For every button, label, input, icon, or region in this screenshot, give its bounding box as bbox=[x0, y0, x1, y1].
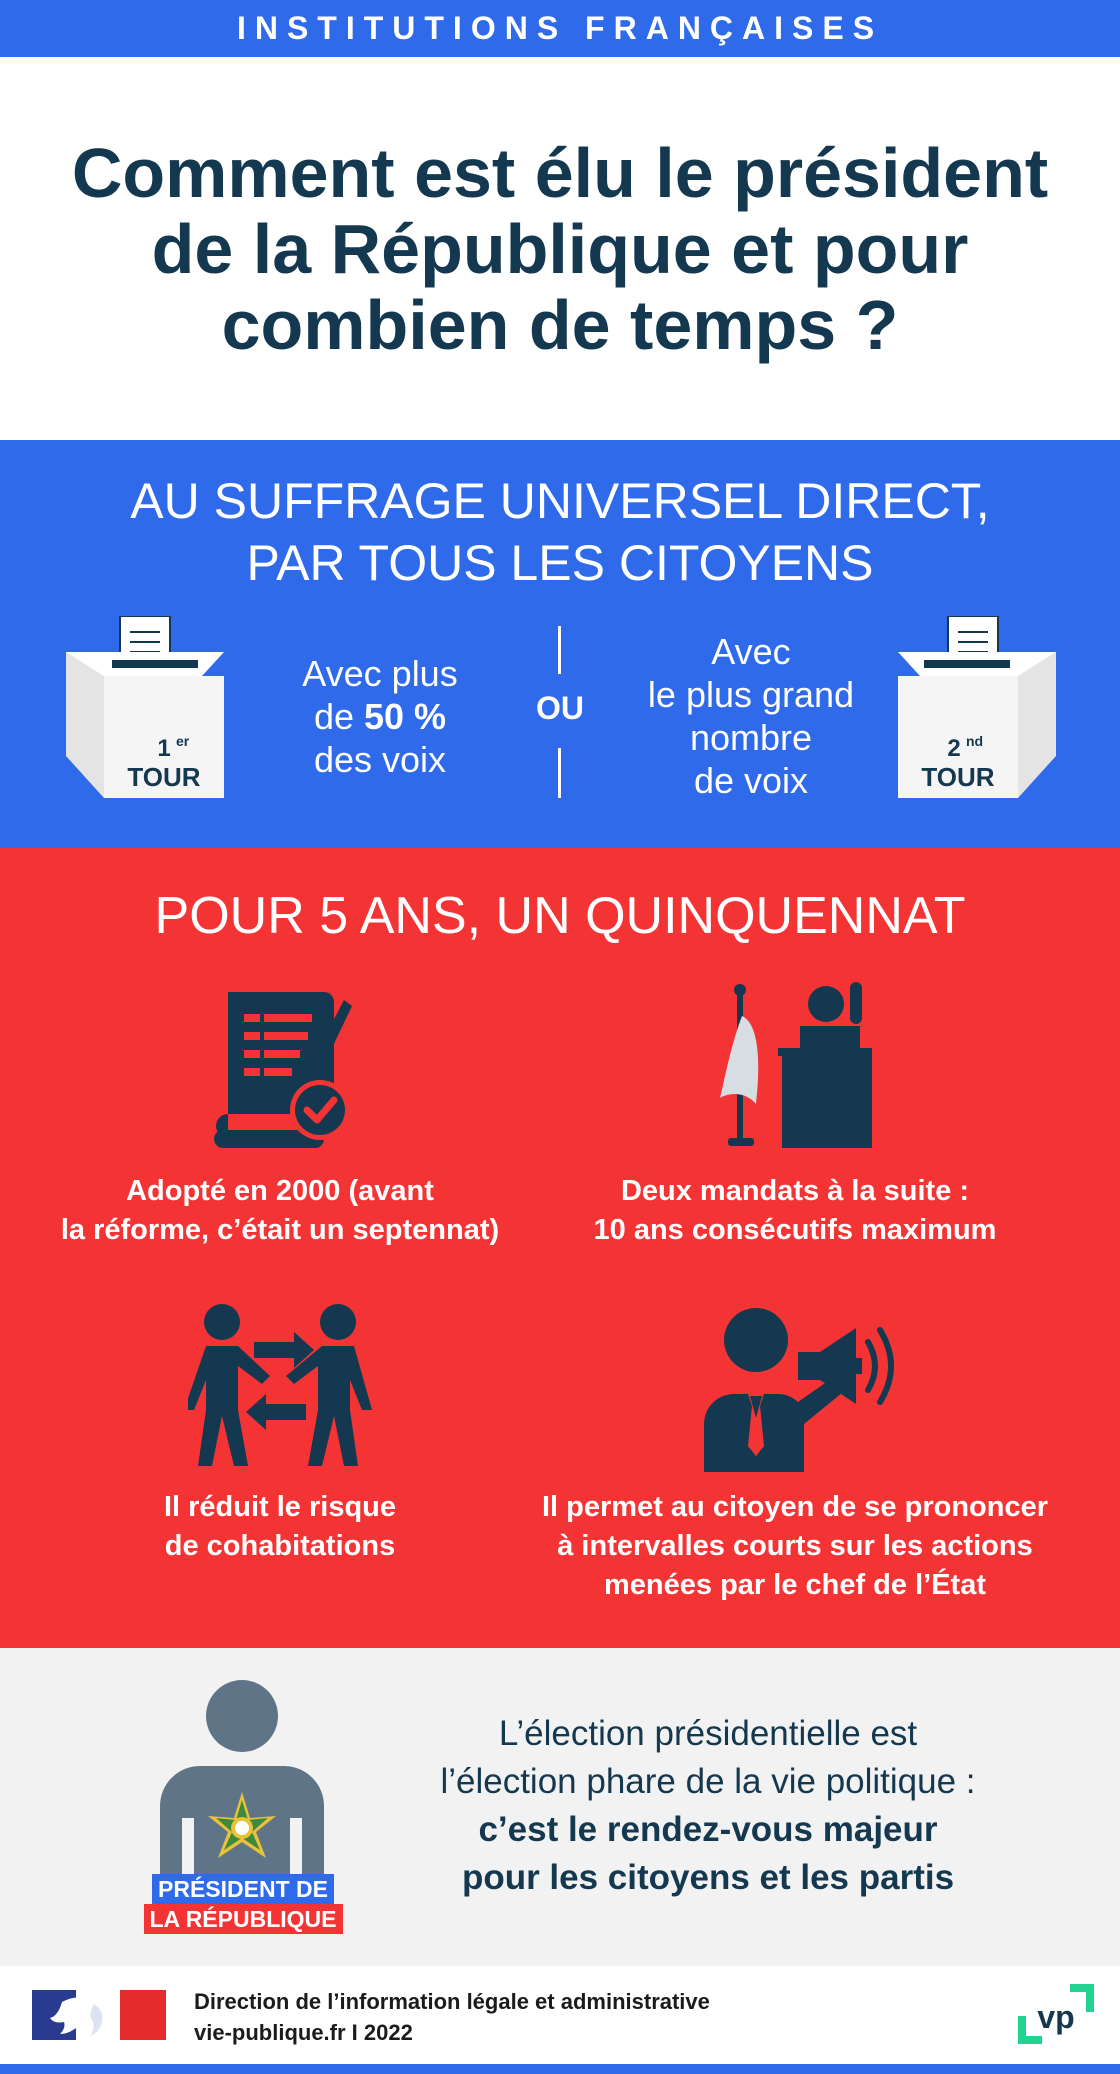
round2-condition-line4: de voix bbox=[693, 760, 809, 801]
caption-citizen-voice bbox=[500, 1488, 1090, 1605]
caption-cohabitation-line1: Il réduit le risque bbox=[163, 1491, 397, 1523]
badge-line2: LA RÉPUBLIQUE bbox=[144, 1904, 343, 1934]
ballot-box-icon-round2 bbox=[892, 616, 1058, 798]
caption-adopted-line1: Adopté en 2000 (avant bbox=[126, 1175, 434, 1207]
president-badge bbox=[143, 1874, 343, 1934]
suffrage-section bbox=[0, 440, 1120, 848]
round1-condition-line2: de 50 % bbox=[313, 696, 447, 737]
vp-logo-text: vp bbox=[1037, 1999, 1075, 2035]
caption-adopted-line2: la réforme, c’était un septennat) bbox=[60, 1214, 500, 1246]
bottom-bar bbox=[0, 2064, 1120, 2074]
divider-bottom bbox=[558, 748, 561, 798]
footer-line2: vie-publique.fr I 2022 bbox=[194, 2020, 413, 2045]
caption-citizen-line1: Il permet au citoyen de se prononcer bbox=[541, 1491, 1049, 1523]
round1-number: 1 bbox=[157, 735, 171, 762]
caption-cohabitation-line2: de cohabitations bbox=[164, 1530, 396, 1562]
kicker-text: INSTITUTIONS FRANÇAISES bbox=[236, 10, 884, 46]
suffrage-headline-line1: AU SUFFRAGE UNIVERSEL DIRECT, bbox=[130, 473, 990, 529]
caption-cohabitation bbox=[80, 1488, 480, 1566]
exchange-people-icon bbox=[188, 1304, 372, 1468]
caption-two-mandates bbox=[540, 1172, 1050, 1250]
caption-mandates-line2: 10 ans consécutifs maximum bbox=[593, 1214, 997, 1246]
quinquennat-section bbox=[0, 848, 1120, 1648]
round1-label: TOUR bbox=[127, 762, 201, 792]
caption-adopted-2000 bbox=[20, 1172, 540, 1250]
footer bbox=[0, 1966, 1120, 2064]
round2-condition-line2: le plus grand bbox=[647, 674, 855, 715]
conclusion-line1: L’élection présidentielle est bbox=[498, 1714, 918, 1753]
conclusion-line2: l’élection phare de la vie politique : bbox=[440, 1762, 976, 1801]
marianne-logo-icon bbox=[32, 1990, 166, 2040]
divider-top bbox=[558, 626, 561, 674]
caption-citizen-line3: menées par le chef de l’État bbox=[604, 1569, 986, 1601]
round1-threshold: 50 % bbox=[363, 696, 447, 737]
footer-line1: Direction de l’information légale et administrative bbox=[194, 1989, 710, 2014]
president-podium-icon bbox=[720, 982, 872, 1148]
round1-condition bbox=[262, 652, 498, 781]
kicker-band bbox=[0, 0, 1120, 57]
round2-number: 2 bbox=[947, 735, 961, 762]
document-signature-icon bbox=[206, 984, 356, 1152]
round2-label: TOUR bbox=[921, 762, 995, 792]
badge-line1: PRÉSIDENT DE bbox=[152, 1874, 334, 1904]
round2-suffix: nd bbox=[966, 733, 984, 749]
page-title: Comment est élu le président de la République et pour combien de temps ? bbox=[71, 133, 1049, 364]
conclusion-section bbox=[0, 1648, 1120, 1966]
round2-condition-line1: Avec bbox=[711, 631, 791, 672]
footer-credits bbox=[194, 1986, 710, 2048]
round1-condition-line1: Avec plus bbox=[302, 653, 458, 694]
suffrage-headline bbox=[0, 470, 1120, 594]
round2-condition bbox=[620, 630, 882, 802]
round1-condition-line3: des voix bbox=[313, 739, 447, 780]
conclusion-line3: c’est le rendez-vous majeur bbox=[478, 1810, 938, 1849]
conclusion-line4: pour les citoyens et les partis bbox=[461, 1858, 955, 1897]
caption-citizen-line2: à intervalles courts sur les actions bbox=[557, 1530, 1033, 1562]
quinquennat-headline: POUR 5 ANS, UN QUINQUENNAT bbox=[154, 887, 966, 945]
caption-mandates-line1: Deux mandats à la suite : bbox=[620, 1175, 970, 1207]
ballot-box-icon-round1 bbox=[64, 616, 230, 798]
title-section bbox=[0, 57, 1120, 440]
round2-condition-line3: nombre bbox=[689, 717, 813, 758]
megaphone-speaker-icon bbox=[696, 1306, 896, 1472]
vp-logo-icon bbox=[1016, 1984, 1096, 2044]
conclusion-text bbox=[388, 1710, 1028, 1902]
suffrage-headline-line2: PAR TOUS LES CITOYENS bbox=[246, 535, 874, 591]
round1-suffix: er bbox=[176, 733, 190, 749]
or-label: OU bbox=[536, 690, 584, 726]
